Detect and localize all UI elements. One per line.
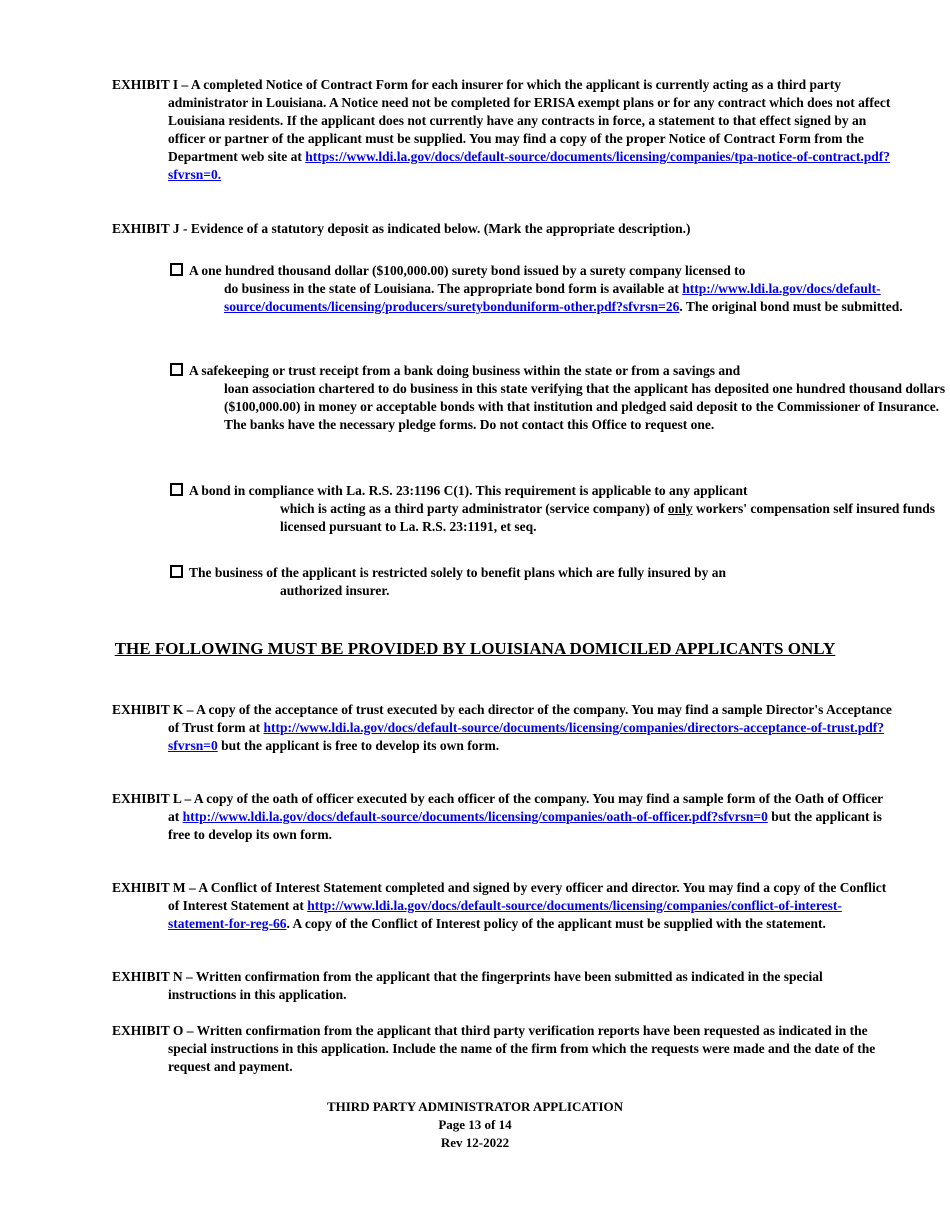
exhibit-k (112, 701, 894, 755)
option-c-tail: workers' compensation self insured funds licensed pursuant to La. R.S. 23:1191, et seq. (280, 501, 936, 534)
exhibit-o: EXHIBIT O – Written confirmation from the applicant that third party verification reports have been requested as indicated in the special instructions in this application. Include the name of the firm from which the requests were made and the date of the request and payment. (112, 1023, 876, 1074)
option-c-text: which is acting as a third party administrator (service company) of (280, 501, 668, 516)
page-footer (0, 1098, 950, 1152)
footer-revision: Rev 12-2022 (440, 1135, 510, 1150)
section-heading: THE FOLLOWING MUST BE PROVIDED BY LOUISIANA DOMICILED APPLICANTS ONLY (114, 639, 836, 658)
exhibit-k-text: EXHIBIT K – A copy of the acceptance of trust executed by each director of the company. You may find a sample Director's Acceptance of Trust form at (112, 702, 892, 735)
exhibit-n: EXHIBIT N – Written confirmation from the applicant that the fingerprints have been submitted as indicated in the special instructions in this application. (112, 969, 823, 1002)
exhibit-l-text: EXHIBIT L – A copy of the oath of officer executed by each officer of the company. You may find a sample form of the Oath of Officer at (112, 791, 883, 824)
fully-insured-checkbox[interactable] (170, 565, 183, 578)
exhibit-i-text: EXHIBIT I – A completed Notice of Contract Form for each insurer for which the applicant is currently acting as a third party administrator in Louisiana. A Notice need not be completed for ERISA exempt plans or for any contract which does not affect Louisiana residents. If the applicant does not currently have any contracts in force, a statement to that effect signed by an officer or partner of the applicant must be supplied. You may find a copy of the proper Notice of Contract Form from the Department web site at (112, 77, 891, 164)
surety-bond-checkbox[interactable] (170, 263, 183, 276)
exhibit-m-link[interactable]: http://www.ldi.la.gov/docs/default-source/documents/licensing/companies/conflict-of-interest-statement-for-reg-66 (168, 898, 842, 931)
option-a-tail: . The original bond must be submitted. (679, 299, 903, 314)
exhibit-m-text: EXHIBIT M – A Conflict of Interest Statement completed and signed by every officer and director. You may find a copy of the Conflict of Interest Statement at (112, 880, 887, 913)
option-fully-insured (170, 564, 726, 600)
exhibit-l-tail: but the applicant is free to develop its own form. (168, 809, 882, 842)
option-surety-bond (170, 262, 950, 316)
option-c-underlined: only (667, 501, 693, 516)
exhibit-l-link[interactable]: http://www.ldi.la.gov/docs/default-source/documents/licensing/companies/oath-of-officer.pdf?sfvrsn=0 (182, 809, 768, 824)
safekeeping-receipt-checkbox[interactable] (170, 363, 183, 376)
exhibit-l (112, 790, 894, 844)
exhibit-i (112, 76, 894, 184)
exhibit-m-tail: . A copy of the Conflict of Interest policy of the applicant must be supplied with the statement. (286, 916, 826, 931)
option-a-text: do business in the state of Louisiana. The appropriate bond form is available at (224, 281, 683, 296)
exhibit-k-tail: but the applicant is free to develop its own form. (217, 738, 500, 753)
footer-title: THIRD PARTY ADMINISTRATOR APPLICATION (326, 1099, 624, 1114)
option-a-first-line: A one hundred thousand dollar ($100,000.00) surety bond issued by a surety company licensed to (189, 263, 746, 278)
option-d-text: authorized insurer. (280, 583, 390, 598)
footer-page-number: Page 13 of 14 (438, 1117, 512, 1132)
surety-bond-link[interactable]: http://www.ldi.la.gov/docs/default-source/documents/licensing/producers/suretybonduniform-other.pdf?sfvrsn=26 (224, 281, 881, 314)
bond-compliance-checkbox[interactable] (170, 483, 183, 496)
option-safekeeping-receipt (170, 362, 950, 434)
option-b-text: loan association chartered to do business in this state verifying that the applicant has deposited one hundred thousand dollars ($100,000.00) in money or acceptable bonds with that institution and pledged said deposit to the Commissioner of Insurance. The banks have the necessary pledge forms. Do not contact this Office to request one. (224, 381, 946, 432)
option-b-first-line: A safekeeping or trust receipt from a bank doing business within the state or from a savings and (189, 363, 741, 378)
exhibit-m (112, 879, 894, 933)
exhibit-j: EXHIBIT J - Evidence of a statutory deposit as indicated below. (Mark the appropriate description.) (112, 221, 691, 236)
exhibit-k-link[interactable]: http://www.ldi.la.gov/docs/default-source/documents/licensing/companies/directors-acceptance-of-trust.pdf?sfvrsn=0 (168, 720, 884, 753)
option-c-first-line: A bond in compliance with La. R.S. 23:1196 C(1). This requirement is applicable to any applicant (189, 483, 748, 498)
option-bond-compliance (170, 482, 950, 536)
option-d-first-line: The business of the applicant is restricted solely to benefit plans which are fully insured by an (189, 565, 727, 580)
exhibit-i-link[interactable]: https://www.ldi.la.gov/docs/default-source/documents/licensing/companies/tpa-notice-of-contract.pdf?sfvrsn=0. (168, 149, 890, 182)
